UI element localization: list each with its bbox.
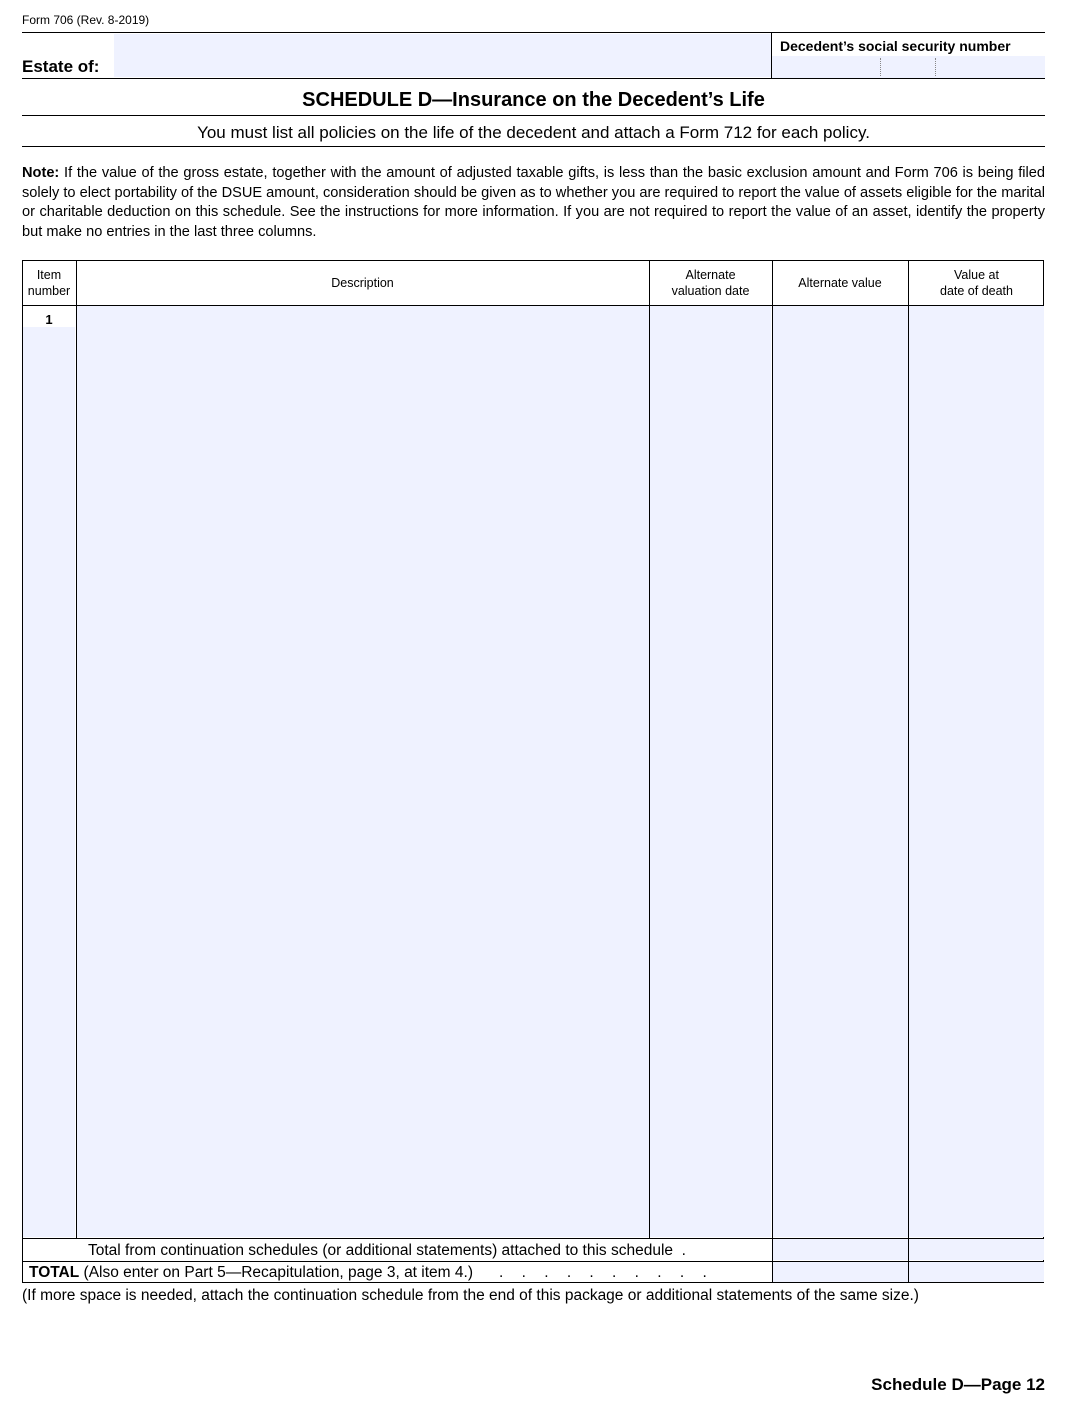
col-header-item [23,261,75,305]
note-paragraph [22,164,1045,243]
footer-note: (If more space is needed, attach the continuation schedule from the end of this package or additional statements of the same size.) [22,1287,919,1304]
col-divider [908,261,909,1282]
col-divider [649,261,650,1238]
note-label: Note: [22,165,60,181]
total-label-row [29,1264,714,1282]
total-dots: . . . . . . . . . . [498,1264,714,1281]
ssn-input-part3[interactable] [936,56,1045,78]
estate-name-input[interactable] [114,34,771,77]
total-dod-value-input[interactable] [909,1262,1044,1282]
continuation-label: Total from continuation schedules (or additional statements) attached to this schedule . [88,1242,686,1259]
form-id: Form 706 (Rev. 8-2019) [22,13,150,27]
col-header-alt-date-line1: Alternate [685,268,736,282]
dod-value-input[interactable] [909,306,1044,1237]
total-text: (Also enter on Part 5—Recapitulation, page 3, at item 4.) [83,1264,473,1281]
ssn-label: Decedent’s social security number [780,38,1011,54]
note-text: If the value of the gross estate, together with the amount of adjusted taxable gifts, is less than the basic exclusion amount and Form 706 is being filed solely to elect portability of the DSUE amount, consideration should be given as to whether you are required to report the value of assets eligible for the marital or charitable deduction on this schedule. See the instructions for more information. If you are not required to report the value of an asset, identify the property but make no entries in the last three columns. [22,165,1045,241]
item-number: 1 [45,312,53,327]
subtitle-rule [22,146,1045,147]
ssn-input-part2[interactable] [881,56,935,78]
col-divider [772,261,773,1282]
col-divider [76,261,77,1238]
schedule-title: SCHEDULE D—Insurance on the Decedent’s Life [302,89,765,111]
col-header-alt-date-line2: valuation date [671,284,750,298]
header-top-rule [22,32,1045,33]
item-number-input[interactable] [23,327,75,1237]
alt-value-input[interactable] [773,306,908,1237]
estate-label: Estate of: [22,57,100,76]
total-alt-value-input[interactable] [773,1262,908,1282]
page-footer: Schedule D—Page 12 [871,1375,1045,1394]
col-header-item-line2: number [27,284,71,298]
col-header-description: Description [331,276,394,290]
col-header-alt-value: Alternate value [798,276,882,290]
continuation-alt-value-input[interactable] [773,1239,908,1260]
ssn-input-part1[interactable] [772,56,880,78]
col-header-dod-value [909,261,1044,305]
total-label: TOTAL [29,1264,80,1281]
description-input[interactable] [77,306,649,1237]
continuation-dod-value-input[interactable] [909,1239,1044,1260]
alt-valuation-date-input[interactable] [650,306,771,1237]
col-header-dod-line1: Value at [954,268,999,282]
col-header-item-line1: Item [36,268,62,282]
schedule-subtitle: You must list all policies on the life of the decedent and attach a Form 712 for each policy. [197,123,870,142]
title-rule [22,115,1045,116]
header-bottom-rule [22,78,1045,79]
col-header-dod-line2: date of death [940,284,1013,298]
col-header-alt-date [650,261,771,305]
ssn-field [772,56,1045,78]
